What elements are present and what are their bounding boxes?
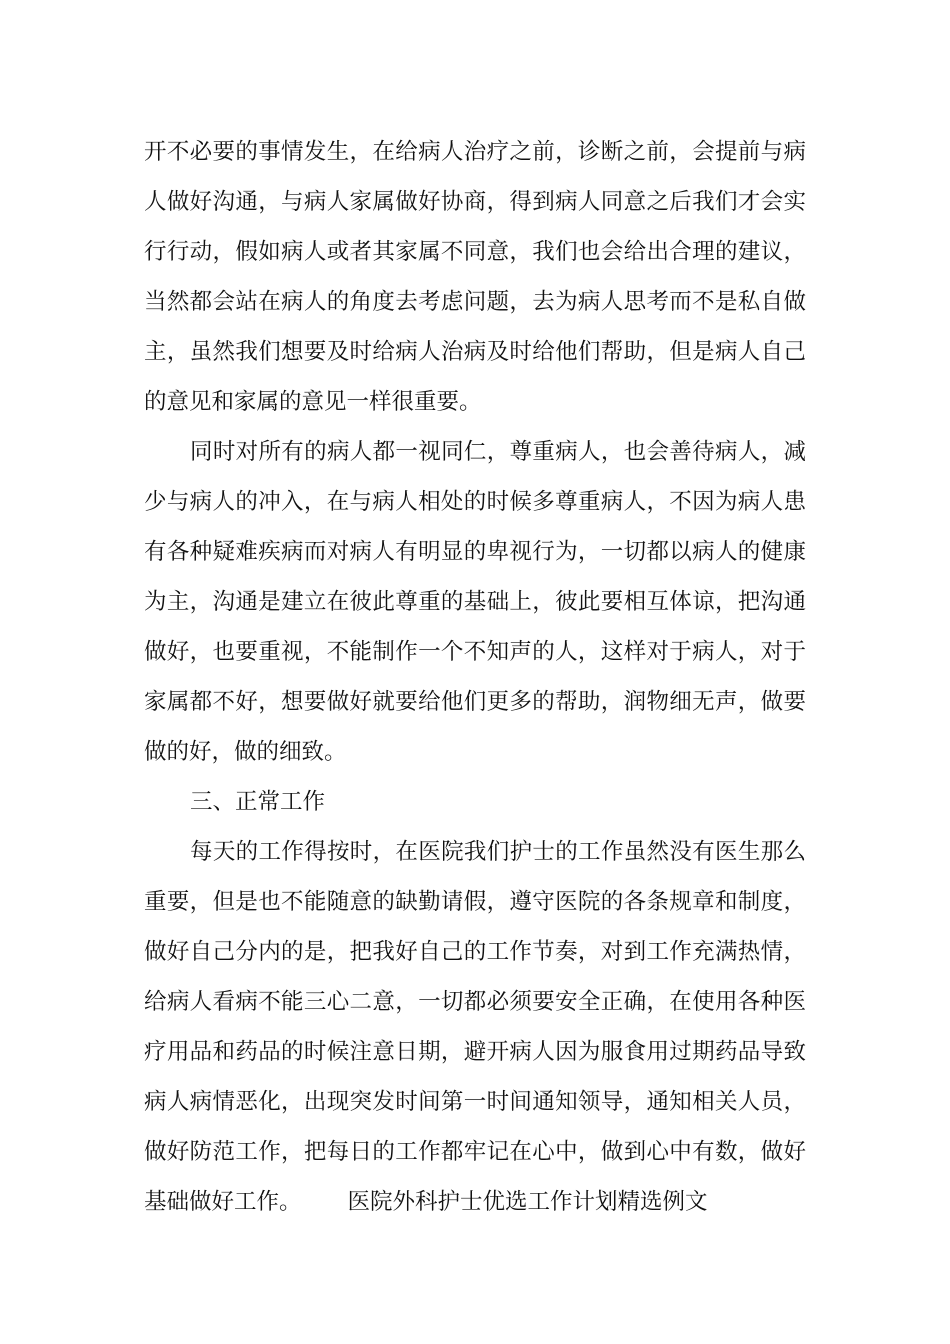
paragraph-line: 人做好沟通，与病人家属做好协商，得到病人同意之后我们才会实 [144,189,806,215]
paragraph-line: 开不必要的事情发生，在给病人治疗之前，诊断之前，会提前与病 [144,139,806,165]
paragraph-line: 少与病人的冲入，在与病人相处的时候多尊重病人，不因为病人患 [144,489,806,515]
paragraph-line: 做好防范工作，把每日的工作都牢记在心中，做到心中有数，做好 [144,1139,806,1165]
paragraph-line: 病人病情恶化，出现突发时间第一时间通知领导，通知相关人员， [144,1089,806,1115]
paragraph-line: 给病人看病不能三心二意，一切都必须要安全正确，在使用各种医 [144,989,806,1015]
paragraph-line: 同时对所有的病人都一视同仁，尊重病人，也会善待病人，减 [190,439,806,465]
paragraph-line: 家属都不好，想要做好就要给他们更多的帮助，润物细无声，做要 [144,689,806,715]
paragraph-line: 为主，沟通是建立在彼此尊重的基础上，彼此要相互体谅，把沟通 [144,589,806,615]
paragraph-line: 做好，也要重视，不能制作一个不知声的人，这样对于病人，对于 [144,639,806,665]
paragraph-line: 行行动，假如病人或者其家属不同意，我们也会给出合理的建议， [144,239,806,265]
paragraph-end-text: 基础做好工作。 [144,1189,302,1215]
paragraph-line: 每天的工作得按时，在医院我们护士的工作虽然没有医生那么 [190,839,806,865]
document-title: 医院外科护士优选工作计划精选例文 [347,1189,708,1215]
paragraph-line: 有各种疑难疾病而对病人有明显的卑视行为，一切都以病人的健康 [144,539,806,565]
paragraph-line: 做好自己分内的是，把我好自己的工作节奏，对到工作充满热情， [144,939,806,965]
paragraph-line-last [144,1182,708,1222]
section-heading: 三、正常工作 [190,789,326,815]
paragraph-line: 的意见和家属的意见一样很重要。 [144,389,482,415]
paragraph-line: 重要，但是也不能随意的缺勤请假，遵守医院的各条规章和制度， [144,889,806,915]
paragraph-line: 做的好，做的细致。 [144,739,347,765]
paragraph-line: 主，虽然我们想要及时给病人治病及时给他们帮助，但是病人自己 [144,339,806,365]
paragraph-line: 当然都会站在病人的角度去考虑问题，去为病人思考而不是私自做 [144,289,806,315]
paragraph-line: 疗用品和药品的时候注意日期，避开病人因为服食用过期药品导致 [144,1039,806,1065]
